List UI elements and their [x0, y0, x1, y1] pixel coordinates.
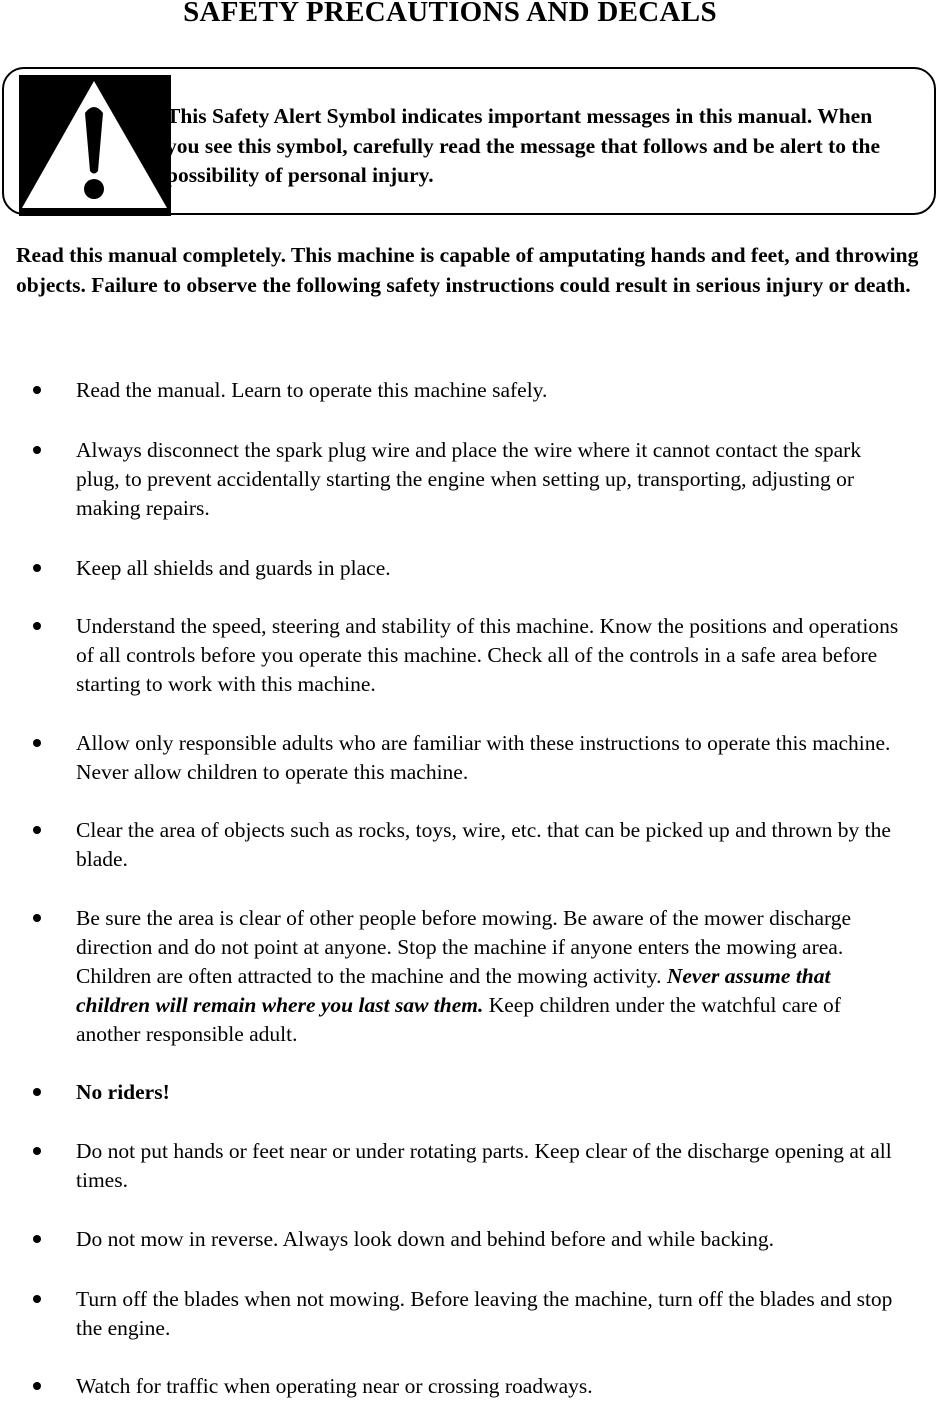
list-item-text-before: Be sure the area is clear of other people before mowing. Be aware of the mower discharge direction and do not point at anyone. Stop the machine if anyone enters the mowing area. Children are often attracted to the machine and the mowing activity.	[76, 906, 852, 988]
bullet-icon	[33, 446, 41, 454]
list-item-text: Do not put hands or feet near or under rotating parts. Keep clear of the discharge opening at all times.	[76, 1139, 892, 1192]
bullet-icon	[33, 1382, 41, 1390]
no-riders-text: No riders!	[76, 1080, 170, 1104]
list-item-text-after: Keep children under the watchful care of another responsible adult.	[76, 993, 841, 1046]
list-item-text: Understand the speed, steering and stability of this machine. Know the positions and operations of all controls before you operate this machine. Check all of the controls in a safe area before starting to work with this machine.	[76, 614, 899, 696]
list-item-text: Clear the area of objects such as rocks, toys, wire, etc. that can be picked up and thrown by the blade.	[76, 818, 891, 871]
bullet-icon	[33, 826, 41, 834]
page-title: SAFETY PRECAUTIONS AND DECALS	[183, 0, 717, 28]
bullet-icon	[33, 622, 41, 630]
bullet-icon	[33, 739, 41, 747]
children-warning-emphasis: Never assume that children will remain where you last saw them.	[76, 964, 831, 1017]
list-item-text: Do not mow in reverse. Always look down and behind before and while backing.	[76, 1227, 774, 1251]
list-item-text: Always disconnect the spark plug wire and place the wire where it cannot contact the spark plug, to prevent accidentally starting the engine when setting up, transporting, adjusting or making repairs.	[76, 438, 862, 520]
bullet-icon	[33, 564, 41, 572]
list-item-text: Allow only responsible adults who are familiar with these instructions to operate this machine. Never allow children to operate this machine.	[76, 731, 891, 784]
intro-warning: Read this manual completely. This machine is capable of amputating hands and feet, and throwing objects. Failure to observe the following safety instructions could result in serious injury or death.	[16, 243, 919, 297]
bullet-icon	[33, 386, 41, 394]
list-item-text: Read the manual. Learn to operate this machine safely.	[76, 378, 548, 402]
bullet-icon	[33, 1295, 41, 1303]
list-item-text: Turn off the blades when not mowing. Before leaving the machine, turn off the blades and stop the engine.	[76, 1287, 893, 1340]
list-item-text: Keep all shields and guards in place.	[76, 556, 391, 580]
bullet-icon	[33, 1235, 41, 1243]
list-item-text	[76, 904, 906, 1049]
bullet-icon	[33, 914, 41, 922]
bullet-icon	[33, 1147, 41, 1155]
safety-alert-message: This Safety Alert Symbol indicates important messages in this manual. When you see this symbol, carefully read the message that follows and be alert to the possibility of personal injury.	[166, 104, 881, 187]
bullet-icon	[33, 1088, 41, 1096]
list-item-text: Watch for traffic when operating near or crossing roadways.	[76, 1374, 593, 1398]
